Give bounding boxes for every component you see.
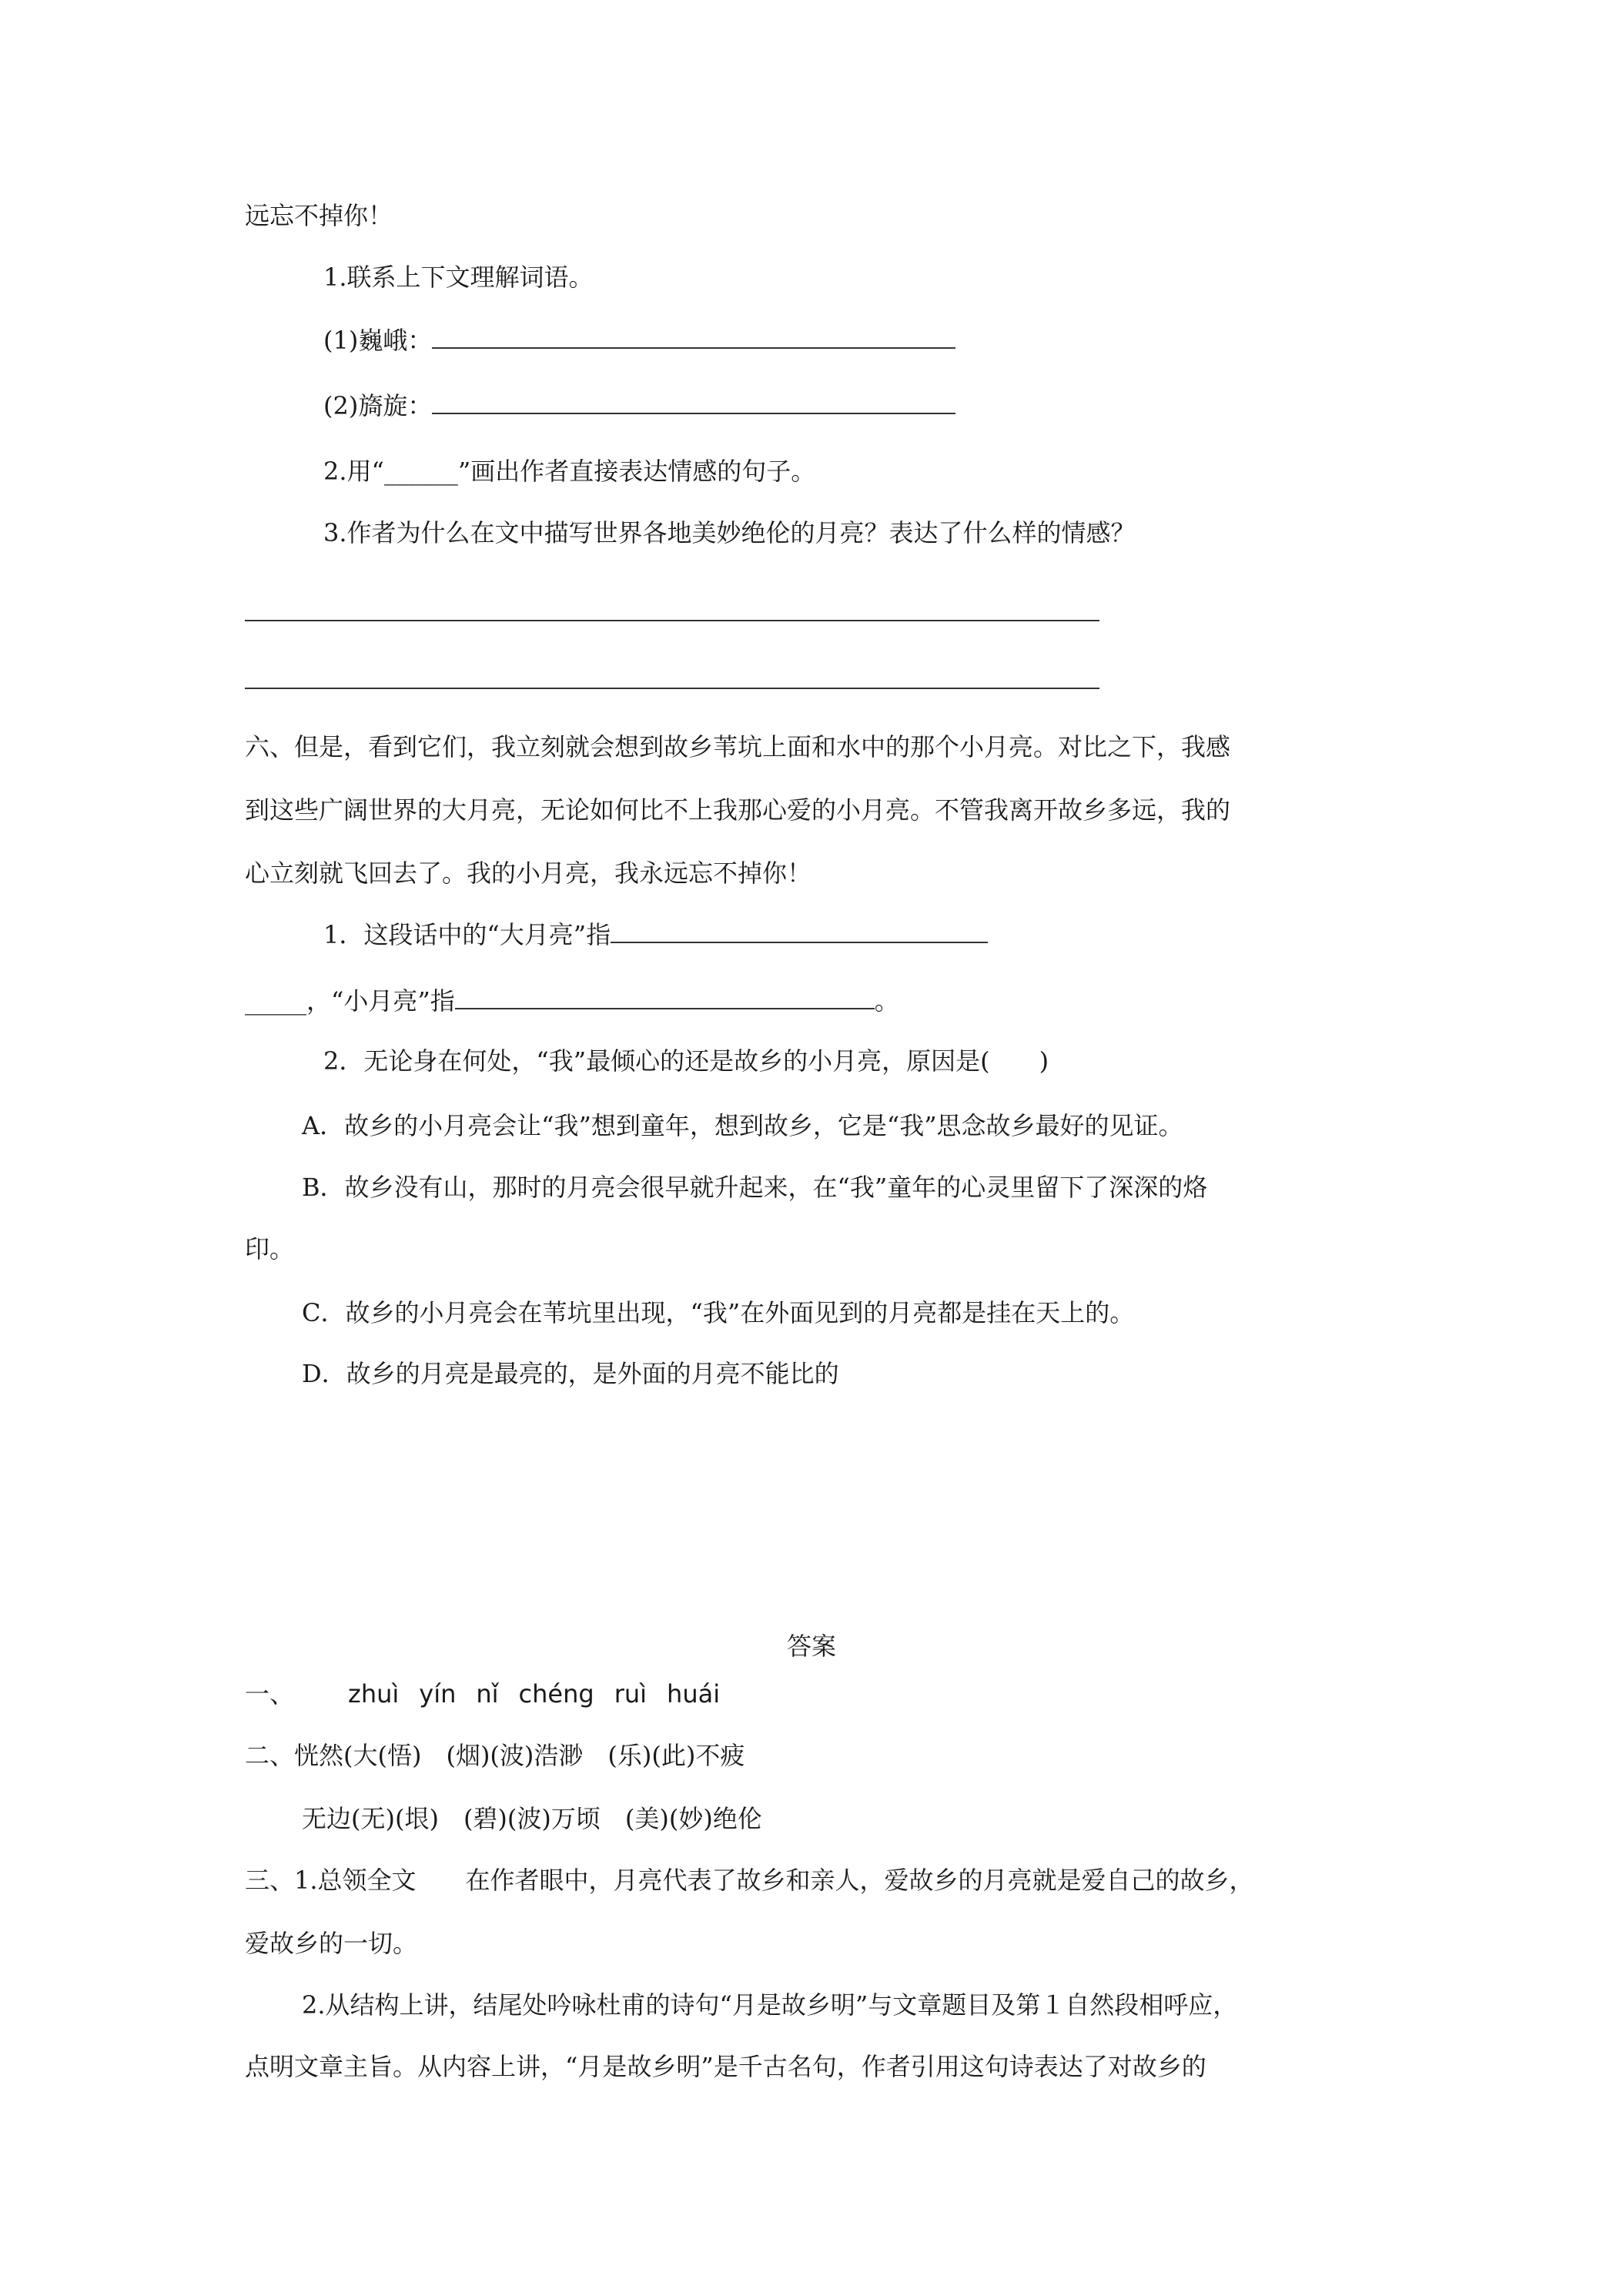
question-6-1 — [323, 918, 988, 952]
option-b-line-1: B．故乡没有山，那时的月亮会很早就升起来，在“我”童年的心灵里留下了深深的烙 — [302, 1173, 1208, 1202]
section-6-paragraph-line-3: 心立刻就飞回去了。我的小月亮，我永远忘不掉你！ — [245, 858, 812, 888]
question-6-2: 2．无论身在何处，“我”最倾心的还是故乡的小月亮，原因是( ) — [323, 1046, 1049, 1076]
question-5-1b-label: (2)旖旋： — [323, 391, 433, 420]
pinyin-item: zhuì — [348, 1679, 400, 1709]
section-6-paragraph-line-2: 到这些广阔世界的大月亮，无论如何比不上我那心爱的小月亮。不管我离开故乡多远，我的 — [245, 795, 1231, 825]
question-5-1: 1.联系上下文理解词语。 — [323, 263, 594, 292]
answer-blank[interactable] — [432, 390, 955, 414]
section-6-paragraph-line-1: 六、但是，看到它们，我立刻就会想到故乡苇坑上面和水中的那个小月亮。对比之下，我感 — [245, 732, 1231, 761]
question-5-1b — [323, 389, 955, 423]
passage-tail: 远忘不掉你！ — [245, 201, 393, 230]
option-a: A．故乡的小月亮会让“我”想到童年，想到故乡，它是“我”思念故乡最好的见证。 — [302, 1111, 1183, 1140]
answer-2-line-1: 二、恍然(大(悟) (烟)(波)浩渺 (乐)(此)不疲 — [245, 1741, 745, 1770]
answer-1-pinyin — [348, 1679, 740, 1709]
answer-3-line-2: 爱故乡的一切。 — [245, 1929, 418, 1958]
answer-1 — [245, 1677, 740, 1711]
question-6-1-continued — [245, 984, 899, 1018]
pinyin-item: nǐ — [476, 1679, 499, 1709]
answer-blank[interactable] — [432, 324, 955, 349]
question-5-2: 2.用“______”画出作者直接表达情感的句子。 — [323, 457, 816, 486]
question-5-3: 3.作者为什么在文中描写世界各地美妙绝伦的月亮？表达了什么样的情感？ — [323, 518, 1136, 547]
pinyin-item: chéng — [518, 1679, 594, 1709]
answer-3-line-3: 2.从结构上讲，结尾处吟咏杜甫的诗句“月是故乡明”与文章题目及第１自然段相呼应， — [302, 1990, 1238, 2020]
answer-1-label: 一、 — [245, 1679, 295, 1709]
answer-2-line-2: 无边(无)(垠) (碧)(波)万顷 (美)(妙)绝伦 — [302, 1804, 762, 1833]
option-c: C．故乡的小月亮会在苇坑里出现，“我”在外面见到的月亮都是挂在天上的。 — [302, 1298, 1135, 1327]
question-6-1-start: 1．这段话中的“大月亮”指 — [323, 920, 611, 949]
answer-blank[interactable] — [611, 919, 988, 943]
pinyin-item: huái — [667, 1679, 721, 1709]
question-6-1-mid: _____，“小月亮”指 — [245, 986, 455, 1016]
answer-line[interactable] — [245, 620, 1099, 621]
answers-title: 答案 — [786, 1632, 836, 1661]
question-5-1a — [323, 323, 955, 357]
question-5-1a-label: (1)巍峨： — [323, 326, 433, 355]
pinyin-item: ruì — [614, 1679, 648, 1709]
option-d: D．故乡的月亮是最亮的，是外面的月亮不能比的 — [302, 1359, 839, 1388]
option-b-line-2: 印。 — [245, 1234, 295, 1263]
answer-3-line-1: 三、1.总领全文 在作者眼中，月亮代表了故乡和亲人，爱故乡的月亮就是爱自己的故乡， — [245, 1866, 1254, 1895]
pinyin-item: yín — [419, 1679, 457, 1709]
question-6-1-end: 。 — [874, 986, 899, 1016]
answer-3-line-4: 点明文章主旨。从内容上讲，“月是故乡明”是千古名句，作者引用这句诗表达了对故乡的 — [245, 2052, 1206, 2081]
answer-blank[interactable] — [455, 985, 875, 1009]
answer-line[interactable] — [245, 688, 1099, 689]
